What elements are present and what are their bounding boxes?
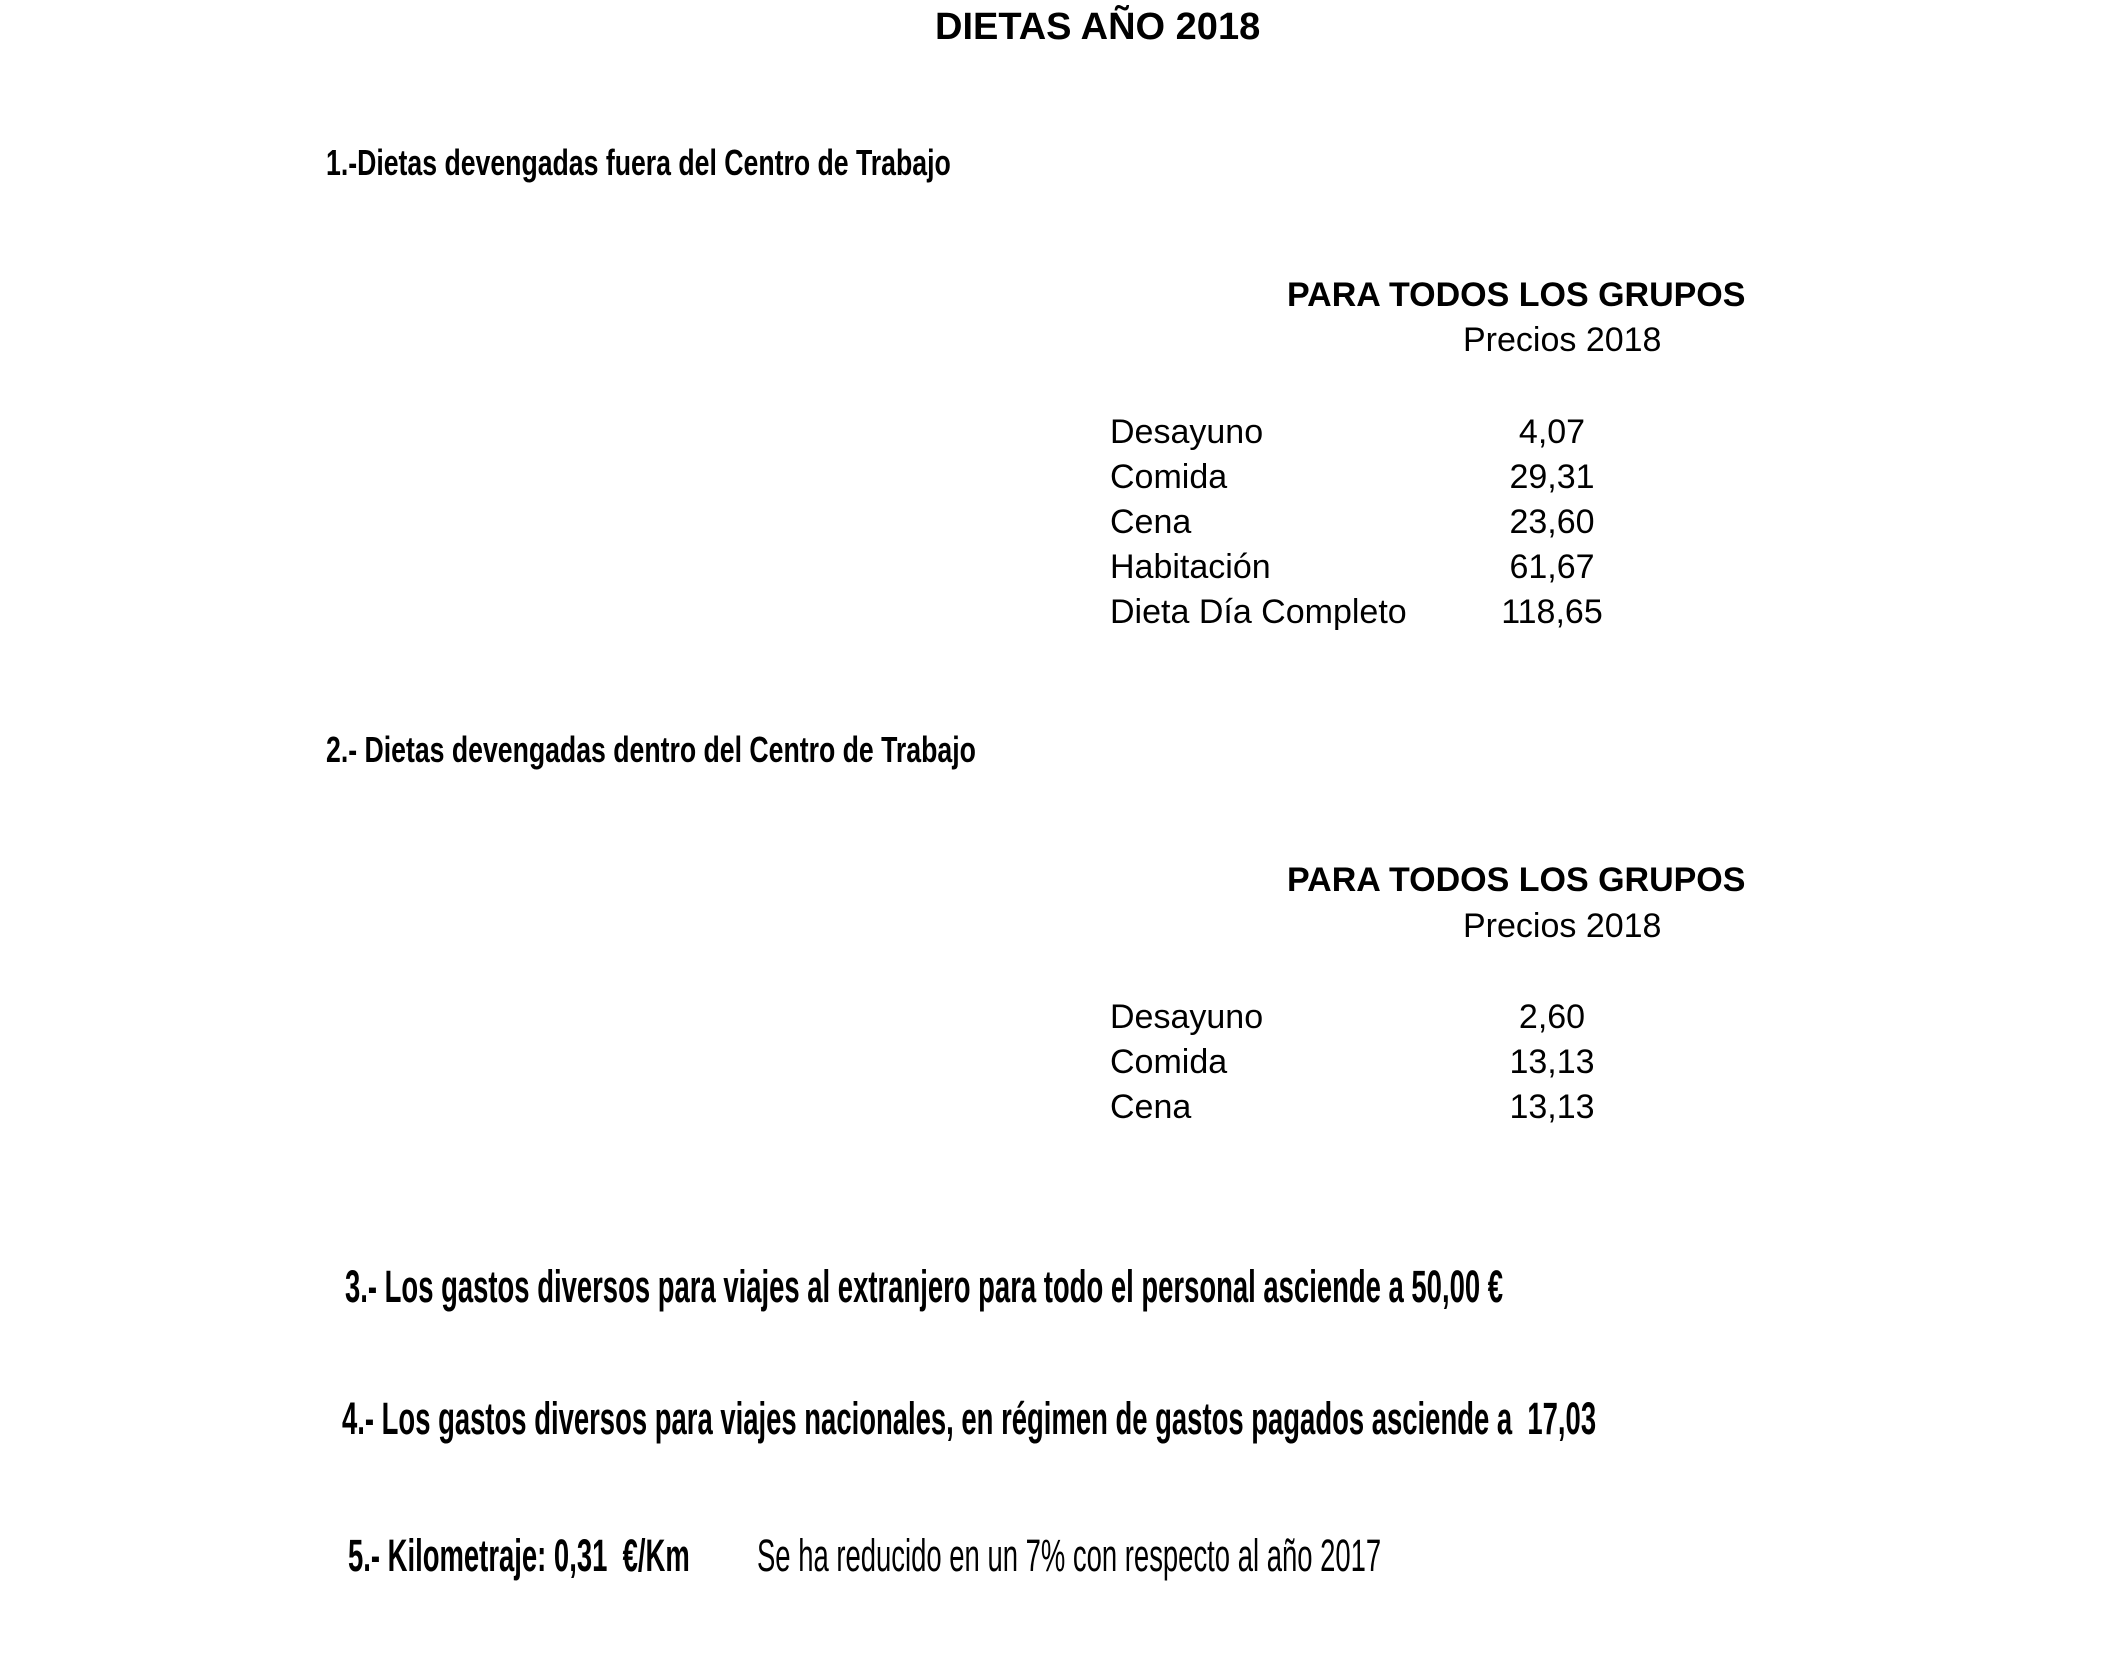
- diet-label: Comida: [1110, 458, 1228, 496]
- diet-label: Cena: [1110, 503, 1192, 541]
- note-5-reduction-note: Se ha reducido en un 7% con respecto al año 2017: [757, 1530, 1382, 1581]
- note-3: 3.- Los gastos diversos para viajes al extranjero para todo el personal asciende a 50,00 €: [345, 1261, 1503, 1312]
- table-row: [1110, 410, 1664, 455]
- section1-price-table: [1110, 410, 1664, 635]
- diet-label: Desayuno: [1110, 998, 1264, 1036]
- section2-price-table: [1110, 995, 1664, 1130]
- diet-value: 2,60: [1518, 998, 1586, 1036]
- diet-value: 13,13: [1509, 1043, 1595, 1081]
- section1-price-year-label: Precios 2018: [1463, 321, 1662, 359]
- table-row: [1110, 995, 1664, 1040]
- note-4: 4.- Los gastos diversos para viajes nacionales, en régimen de gastos pagados asciende a 17,03: [342, 1393, 1597, 1444]
- section2-price-year-label: Precios 2018: [1463, 907, 1662, 945]
- section1-heading: 1.-Dietas devengadas fuera del Centro de Trabajo: [326, 142, 951, 183]
- diet-value: 29,31: [1509, 458, 1595, 496]
- diet-label: Desayuno: [1110, 413, 1264, 451]
- section2-group-header: PARA TODOS LOS GRUPOS: [1287, 861, 1746, 899]
- diet-value: 61,67: [1509, 548, 1595, 586]
- section1-group-header: PARA TODOS LOS GRUPOS: [1287, 276, 1746, 314]
- page-title: DIETAS AÑO 2018: [935, 6, 1261, 48]
- table-row: [1110, 545, 1664, 590]
- diet-value: 4,07: [1518, 413, 1586, 451]
- diet-label: Habitación: [1110, 548, 1271, 586]
- table-row: [1110, 455, 1664, 500]
- table-row: [1110, 1085, 1664, 1130]
- diet-label: Comida: [1110, 1043, 1228, 1081]
- section2-heading: 2.- Dietas devengadas dentro del Centro de Trabajo: [326, 729, 976, 770]
- table-row: [1110, 590, 1664, 635]
- table-row: [1110, 1040, 1664, 1085]
- note-5-kilometraje: 5.- Kilometraje: 0,31 €/Km: [348, 1530, 690, 1581]
- diet-label: Cena: [1110, 1088, 1192, 1126]
- diet-value: 23,60: [1509, 503, 1595, 541]
- diet-label: Dieta Día Completo: [1110, 593, 1407, 631]
- diet-value: 13,13: [1509, 1088, 1595, 1126]
- table-row: [1110, 500, 1664, 545]
- diet-value: 118,65: [1501, 593, 1603, 631]
